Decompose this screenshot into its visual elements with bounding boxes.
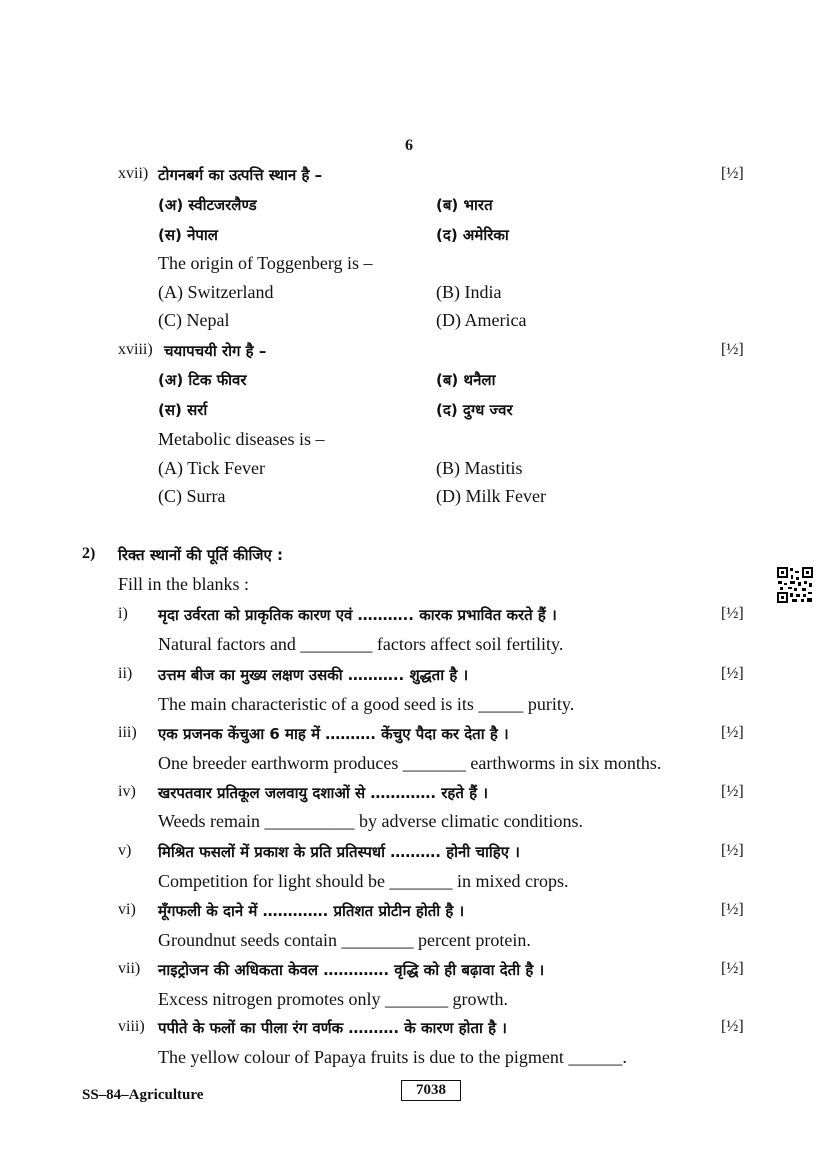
option-hindi: (ब) थनैला — [436, 371, 496, 389]
question-number: xviii) — [118, 341, 153, 358]
option-english: (B) India — [436, 282, 502, 302]
question-number: xvii) — [118, 165, 149, 182]
option-english: (D) Milk Fever — [436, 486, 546, 506]
option-english: (D) America — [436, 310, 527, 330]
item-english: Weeds remain __________ by adverse climatic conditions. — [158, 811, 583, 831]
item-hindi: मृदा उर्वरता को प्राकृतिक कारण एवं ……….. कारक प्रभावित करते हैं । — [158, 606, 557, 624]
option-hindi: (अ) स्वीटजरलैण्ड — [158, 196, 257, 214]
question-hindi: चयापचयी रोग है – — [164, 342, 267, 360]
item-hindi: पपीते के फलों का पीला रंग वर्णक ………. के कारण होता है । — [158, 1019, 507, 1037]
option-english: (A) Tick Fever — [158, 458, 265, 478]
section-title-english: Fill in the blanks : — [118, 574, 250, 594]
section-number: 2) — [82, 545, 96, 562]
section-title-hindi: रिक्त स्थानों की पूर्ति कीजिए : — [118, 546, 284, 564]
item-number: iv) — [118, 783, 136, 800]
item-english: One breeder earthworm produces _______ earthworms in six months. — [158, 753, 662, 773]
item-english: The main characteristic of a good seed is its _____ purity. — [158, 694, 575, 714]
item-number: iii) — [118, 724, 137, 741]
marks: [½] — [721, 605, 744, 622]
footer-page-code: 7038 — [401, 1080, 461, 1101]
qr-code-icon — [776, 566, 814, 604]
marks: [½] — [721, 901, 744, 918]
option-hindi: (ब) भारत — [436, 196, 493, 214]
item-number: i) — [118, 605, 128, 622]
item-number: vi) — [118, 901, 136, 918]
item-hindi: एक प्रजनक केंचुआ 6 माह में ………. केंचुए पैदा कर देता है । — [158, 725, 509, 743]
item-number: v) — [118, 842, 132, 859]
page-number: 6 — [405, 137, 413, 154]
item-hindi: उत्तम बीज का मुख्य लक्षण उसकी ……….. शुद्धता है । — [158, 666, 469, 684]
marks: [½] — [721, 341, 744, 358]
option-english: (C) Nepal — [158, 310, 230, 330]
option-english: (B) Mastitis — [436, 458, 523, 478]
marks: [½] — [721, 960, 744, 977]
option-hindi: (द) दुग्ध ज्वर — [436, 401, 513, 419]
marks: [½] — [721, 665, 744, 682]
marks: [½] — [721, 724, 744, 741]
question-english: Metabolic diseases is – — [158, 429, 325, 449]
option-hindi: (द) अमेरिका — [436, 226, 509, 244]
item-english: Natural factors and ________ factors affect soil fertility. — [158, 634, 564, 654]
option-hindi: (स) सर्रा — [158, 401, 208, 419]
option-hindi: (अ) टिक फीवर — [158, 371, 247, 389]
item-number: ii) — [118, 665, 133, 682]
item-english: Excess nitrogen promotes only _______ growth. — [158, 989, 508, 1009]
item-hindi: खरपतवार प्रतिकूल जलवायु दशाओं से …………. रहते हैं । — [158, 784, 489, 802]
marks: [½] — [721, 1018, 744, 1035]
item-number: viii) — [118, 1018, 145, 1035]
item-hindi: मूँगफली के दाने में …………. प्रतिशत प्रोटीन होती है । — [158, 902, 465, 920]
option-english: (A) Switzerland — [158, 282, 274, 302]
item-english: Competition for light should be _______ in mixed crops. — [158, 871, 569, 891]
question-hindi: टोगनबर्ग का उत्पत्ति स्थान है – — [158, 166, 323, 184]
option-english: (C) Surra — [158, 486, 226, 506]
marks: [½] — [721, 783, 744, 800]
marks: [½] — [721, 165, 744, 182]
item-number: vii) — [118, 960, 141, 977]
item-hindi: मिश्रित फसलों में प्रकाश के प्रति प्रतिस्पर्धा ………. होनी चाहिए । — [158, 843, 520, 861]
question-english: The origin of Toggenberg is – — [158, 253, 373, 273]
option-hindi: (स) नेपाल — [158, 226, 218, 244]
footer-subject-code: SS–84–Agriculture — [82, 1087, 204, 1103]
item-english: Groundnut seeds contain ________ percent protein. — [158, 930, 531, 950]
item-english: The yellow colour of Papaya fruits is due to the pigment ______. — [158, 1047, 627, 1067]
item-hindi: नाइट्रोजन की अधिकता केवल …………. वृद्धि को ही बढ़ावा देती है । — [158, 961, 545, 979]
marks: [½] — [721, 842, 744, 859]
